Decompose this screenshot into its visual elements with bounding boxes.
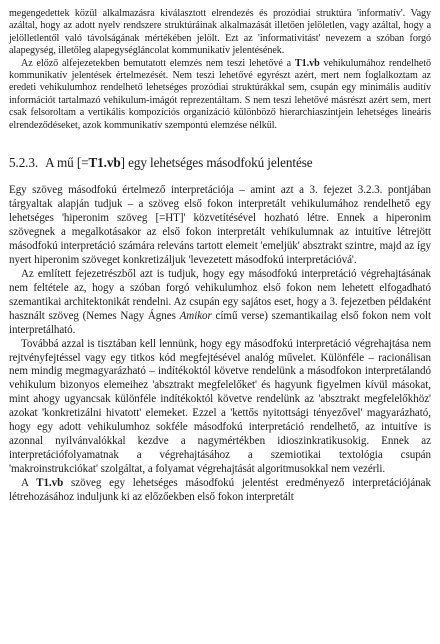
section-title-part: ] egy lehetséges másodfokú jelentése bbox=[120, 155, 313, 171]
paragraph: Egy szöveg másodfokú értelmező interpretációja – amint azt a 3. fejezet 3.2.3. pontjában tárgyaltak alapján tudjuk – a szöveg első fokon interpretált vehikulumához rendelhető egy lehetséges 'hiperonim szöveg [=HT]' közvetítésével hozható létre. Ennek a hiperonim szövegnek a megalkotásakor az első fokon interpretált vehikulumnak az intuitíve létrejött másodfokú interpretáció számára releváns tartott elemeit 'emeljük' absztrakt szintre, majd az így nyert hiperonim szöveget konkretizáljuk 'levezetett másodfokú interpretációvá'. bbox=[9, 184, 431, 266]
section-heading bbox=[9, 155, 431, 171]
italic-text-run: Amikor bbox=[179, 309, 212, 322]
section-number: 5.2.3. bbox=[9, 155, 39, 171]
text-run: vehikulumához rendelhető kommunikatív jelentések értelmezését. Nem teszi lehetővé egyrészt azért, mert nem foglalkoztam az eredeti vehikulumhoz rendelhető lehetséges prozódiai struktúrákkal sem, csupán egy minimális auditív információt tartalmazó vehikulum-imágót reprezentáltam. S nem teszi lehetővé másrészt azért sem, mert csak felsoroltam a vertikális kompozíciós organizáció különböző hierarchiaszintjein lehetséges lineáris elrendeződéseket, azok kommunikatív szempontú elemzése nélkül. bbox=[9, 57, 431, 131]
section-title-bold: T1.vb bbox=[88, 155, 121, 171]
paragraph bbox=[9, 58, 431, 132]
paragraph: megengedettek közül alkalmazásra kiválasztott elrendezés és prozódiai struktúra 'informatív'. Vagy azáltal, hogy az adott nyelv rendszere struktúráinak alkalmazását illetően jelöletlen, vagy azáltal, hogy a jelölletlentől való távolságának mértékében jelölt. Ezt az 'informativitást' nevezem a szóban forgó alapegység, illetőleg alapegységláncolat kommunikatív jelentésének. bbox=[9, 8, 431, 57]
document-page bbox=[9, 8, 431, 505]
text-run: Az előző alfejezetekben bemutatott elemzés nem teszi lehetővé a bbox=[21, 57, 295, 69]
text-run: című verse) szemantikailag első fokon nem volt interpretálható. bbox=[9, 309, 431, 336]
top-text-block bbox=[9, 8, 431, 132]
text-run: szöveg egy lehetséges másodfokú jelentést eredményező interpretációjának létrehozásához induljunk ki az előzőekben első fokon interpretált bbox=[9, 477, 432, 504]
paragraph bbox=[9, 268, 431, 338]
main-text-block bbox=[9, 184, 431, 505]
bold-text-run: T1.vb bbox=[294, 57, 320, 69]
text-run: A bbox=[21, 477, 37, 490]
section-title-part: A mű [= bbox=[45, 155, 89, 171]
paragraph bbox=[9, 477, 431, 505]
bold-text-run: T1.vb bbox=[36, 477, 64, 490]
paragraph: Továbbá azzal is tisztában kell lennünk, hogy egy másodfokú interpretáció végrehajtása nem rejtvényfejtéssel vagy egy titkos kód megfejtésével analóg művelet. Különféle – racionálisan nem mindig megmagyarázható – indítékoktól követve rendelünk a másodfokon interpretálandó vehikulum bizonyos elemeihez 'absztrakt megfelelőket' és hagyunk figyelmen kívül másokat, mint ahogy ugyancsak különféle indítékoktól követve rendelünk az 'absztrakt megfelelőkhöz' azokat 'konkretizálni hivatott' elemeket. Ezzel a 'kettős nyitottsági tényezővel' magyarázható, hogy egy adott vehikulumhoz sokféle másodfokú interpretáció rendelhető, az intuitíve is azonnal nyilvánvalókkal kezdve a nagymértékben idioszinkratikusokig. Ennek az interpretációfolyamatnak a végrehajtásához a szemiotikai textológia csupán 'makroinstrukciókat' szolgáltat, a folyamat végrehajtását algoritmusokkal nem vezérli. bbox=[9, 337, 431, 476]
text-run: Az említett fejezetrészből azt is tudjuk, hogy egy másodfokú interpretáció végrehajtásának nem feltétele az, hogy a szóban forgó vehikulumhoz első fokon nem lehetett elfogadható szemantikai architektonikát rendelni. Az csupán egy sajátos eset, hogy a 3. fejezetben példaként használt szöveg (Nemes Nagy Ágnes bbox=[9, 267, 431, 322]
